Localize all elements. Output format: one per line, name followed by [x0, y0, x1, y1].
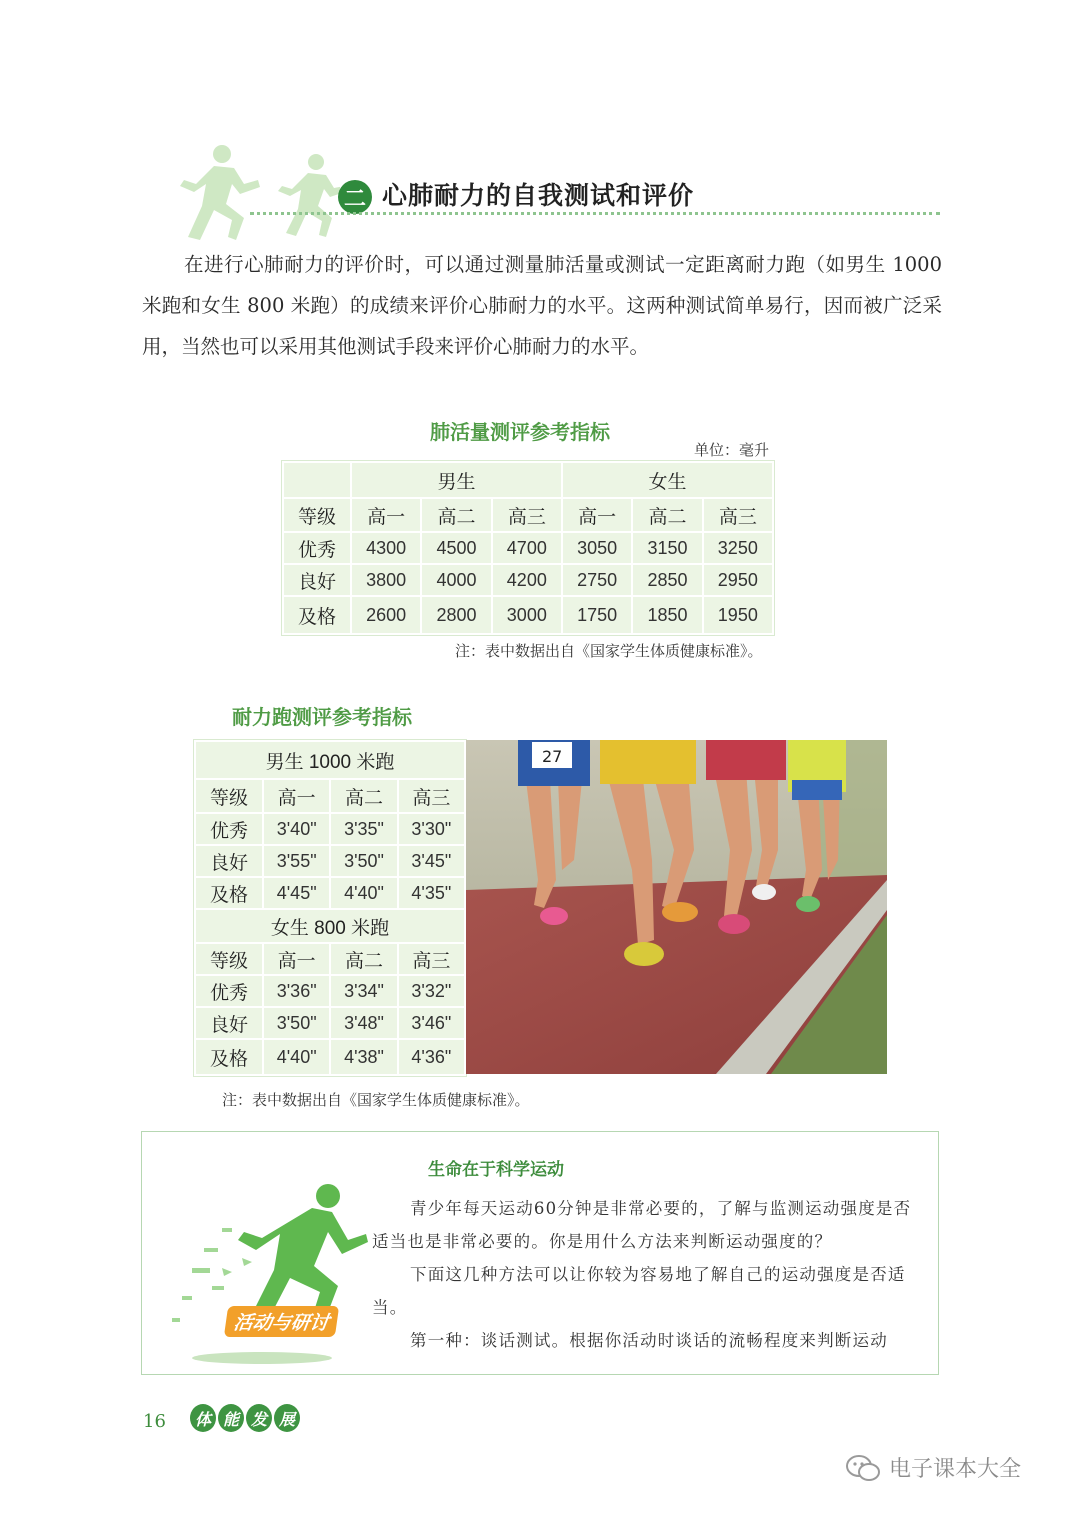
activity-text	[372, 1192, 920, 1357]
lung-table-note: 注：表中数据出自《国家学生体质健康标准》。	[455, 642, 763, 660]
grade-cell: 及格	[195, 1039, 263, 1075]
table-cell: 3'34"	[330, 975, 397, 1007]
grade-cell: 良好	[283, 564, 351, 596]
table-cell: 4000	[421, 564, 491, 596]
race-photo	[466, 740, 887, 1074]
lung-capacity-table	[282, 461, 774, 635]
table-cell: 3'40"	[263, 813, 330, 845]
group-header-male: 男生	[351, 462, 562, 498]
table-header-cell: 高二	[330, 779, 397, 813]
table-cell: 3000	[492, 596, 562, 634]
series-char: 能	[218, 1404, 244, 1432]
intro-paragraph: 在进行心肺耐力的评价时，可以通过测量肺活量或测试一定距离耐力跑（如男生 1000 米跑和女生 800 米跑）的成绩来评价心肺耐力的水平。这两种测试简单易行，因而被广泛采用，当然也可以采用其他测试手段来评价心肺耐力的水平。	[142, 253, 942, 358]
lung-table-caption: 肺活量测评参考指标	[430, 420, 610, 444]
table-cell: 3'36"	[263, 975, 330, 1007]
endurance-run-table	[194, 740, 466, 1076]
table-row	[195, 909, 465, 943]
table-cell: 2750	[562, 564, 632, 596]
activity-paragraph: 下面这几种方法可以让你较为容易地了解自己的运动强度是否适当。	[372, 1265, 906, 1317]
table-cell: 2800	[421, 596, 491, 634]
activity-paragraph: 青少年每天运动60分钟是非常必要的，了解与监测运动强度是否适当也是非常必要的。你是用什么方法来判断运动强度的？	[372, 1199, 912, 1251]
table-cell: 1950	[703, 596, 773, 634]
title-divider	[250, 212, 940, 215]
table-row	[195, 877, 465, 909]
table-row	[195, 975, 465, 1007]
table-cell: 4'38"	[330, 1039, 397, 1075]
male-1000m-title: 男生 1000 米跑	[195, 741, 465, 779]
table-row	[195, 943, 465, 975]
grade-cell: 良好	[195, 845, 263, 877]
table-cell: 4200	[492, 564, 562, 596]
table-cell: 3050	[562, 532, 632, 564]
runners-decoration-icon	[140, 140, 340, 245]
table-header-cell: 高一	[351, 498, 421, 532]
table-header-cell: 高一	[263, 943, 330, 975]
table-cell: 3150	[632, 532, 702, 564]
table-header-cell: 高三	[703, 498, 773, 532]
table-cell: 3'55"	[263, 845, 330, 877]
table-cell: 3'48"	[330, 1007, 397, 1039]
table-header-cell: 等级	[195, 943, 263, 975]
table-cell: 4'35"	[398, 877, 465, 909]
section-number-badge: 二	[338, 180, 372, 214]
series-char: 展	[274, 1404, 300, 1432]
table-cell: 3'35"	[330, 813, 397, 845]
table-cell: 4'40"	[263, 1039, 330, 1075]
table-cell: 4'40"	[330, 877, 397, 909]
book-series-logo	[190, 1404, 300, 1432]
table-cell: 2950	[703, 564, 773, 596]
table-cell: 3'46"	[398, 1007, 465, 1039]
section-title: 心肺耐力的自我测试和评价	[382, 181, 695, 210]
table-cell: 1750	[562, 596, 632, 634]
table-row	[195, 741, 465, 779]
table-cell: 4300	[351, 532, 421, 564]
group-header-female: 女生	[562, 462, 773, 498]
table-cell: 3'32"	[398, 975, 465, 1007]
grade-cell: 优秀	[195, 813, 263, 845]
grade-cell: 优秀	[195, 975, 263, 1007]
table-row	[195, 813, 465, 845]
run-table-caption: 耐力跑测评参考指标	[232, 705, 412, 729]
table-cell: 2600	[351, 596, 421, 634]
activity-paragraph: 第一种：谈话测试。根据你活动时谈话的流畅程度来判断运动	[410, 1331, 888, 1350]
table-cell: 3'50"	[330, 845, 397, 877]
table-row	[195, 1007, 465, 1039]
table-cell: 3'50"	[263, 1007, 330, 1039]
table-header-cell: 高一	[263, 779, 330, 813]
table-cell: 4500	[421, 532, 491, 564]
table-cell: 2850	[632, 564, 702, 596]
table-header-cell: 高三	[492, 498, 562, 532]
table-cell: 4700	[492, 532, 562, 564]
table-row	[283, 532, 773, 564]
series-char: 体	[190, 1404, 216, 1432]
table-row	[195, 845, 465, 877]
table-cell: 1850	[632, 596, 702, 634]
table-row	[195, 1039, 465, 1075]
table-row	[195, 779, 465, 813]
table-header-cell: 高二	[632, 498, 702, 532]
table-header-cell: 等级	[283, 498, 351, 532]
table-cell: 3250	[703, 532, 773, 564]
table-cell: 3800	[351, 564, 421, 596]
grade-cell: 及格	[195, 877, 263, 909]
run-table-note: 注：表中数据出自《国家学生体质健康标准》。	[222, 1091, 530, 1109]
lung-table-unit: 单位：毫升	[694, 441, 770, 459]
sprinter-icon	[152, 1168, 372, 1368]
table-header-cell: 高二	[421, 498, 491, 532]
watermark	[845, 1452, 1021, 1483]
table-header-cell: 高一	[562, 498, 632, 532]
table-row	[283, 498, 773, 532]
series-char: 发	[246, 1404, 272, 1432]
grade-cell: 优秀	[283, 532, 351, 564]
grade-cell: 良好	[195, 1007, 263, 1039]
table-cell: 3'30"	[398, 813, 465, 845]
table-cell: 4'36"	[398, 1039, 465, 1075]
table-cell: 4'45"	[263, 877, 330, 909]
table-header-cell: 高三	[398, 779, 465, 813]
table-row	[283, 564, 773, 596]
wechat-icon	[845, 1453, 881, 1483]
table-header-cell: 高二	[330, 943, 397, 975]
table-row	[283, 596, 773, 634]
table-header-cell: 高三	[398, 943, 465, 975]
watermark-text: 电子课本大全	[889, 1457, 1022, 1482]
female-800m-title: 女生 800 米跑	[195, 909, 465, 943]
table-cell	[283, 462, 351, 498]
table-header-cell: 等级	[195, 779, 263, 813]
activity-label: 活动与研讨	[224, 1306, 339, 1337]
table-cell: 3'45"	[398, 845, 465, 877]
grade-cell: 及格	[283, 596, 351, 634]
activity-title: 生命在于科学运动	[428, 1160, 564, 1180]
table-row	[283, 462, 773, 498]
runner-bib-number: 27	[542, 747, 563, 766]
page-number: 16	[143, 1411, 166, 1432]
